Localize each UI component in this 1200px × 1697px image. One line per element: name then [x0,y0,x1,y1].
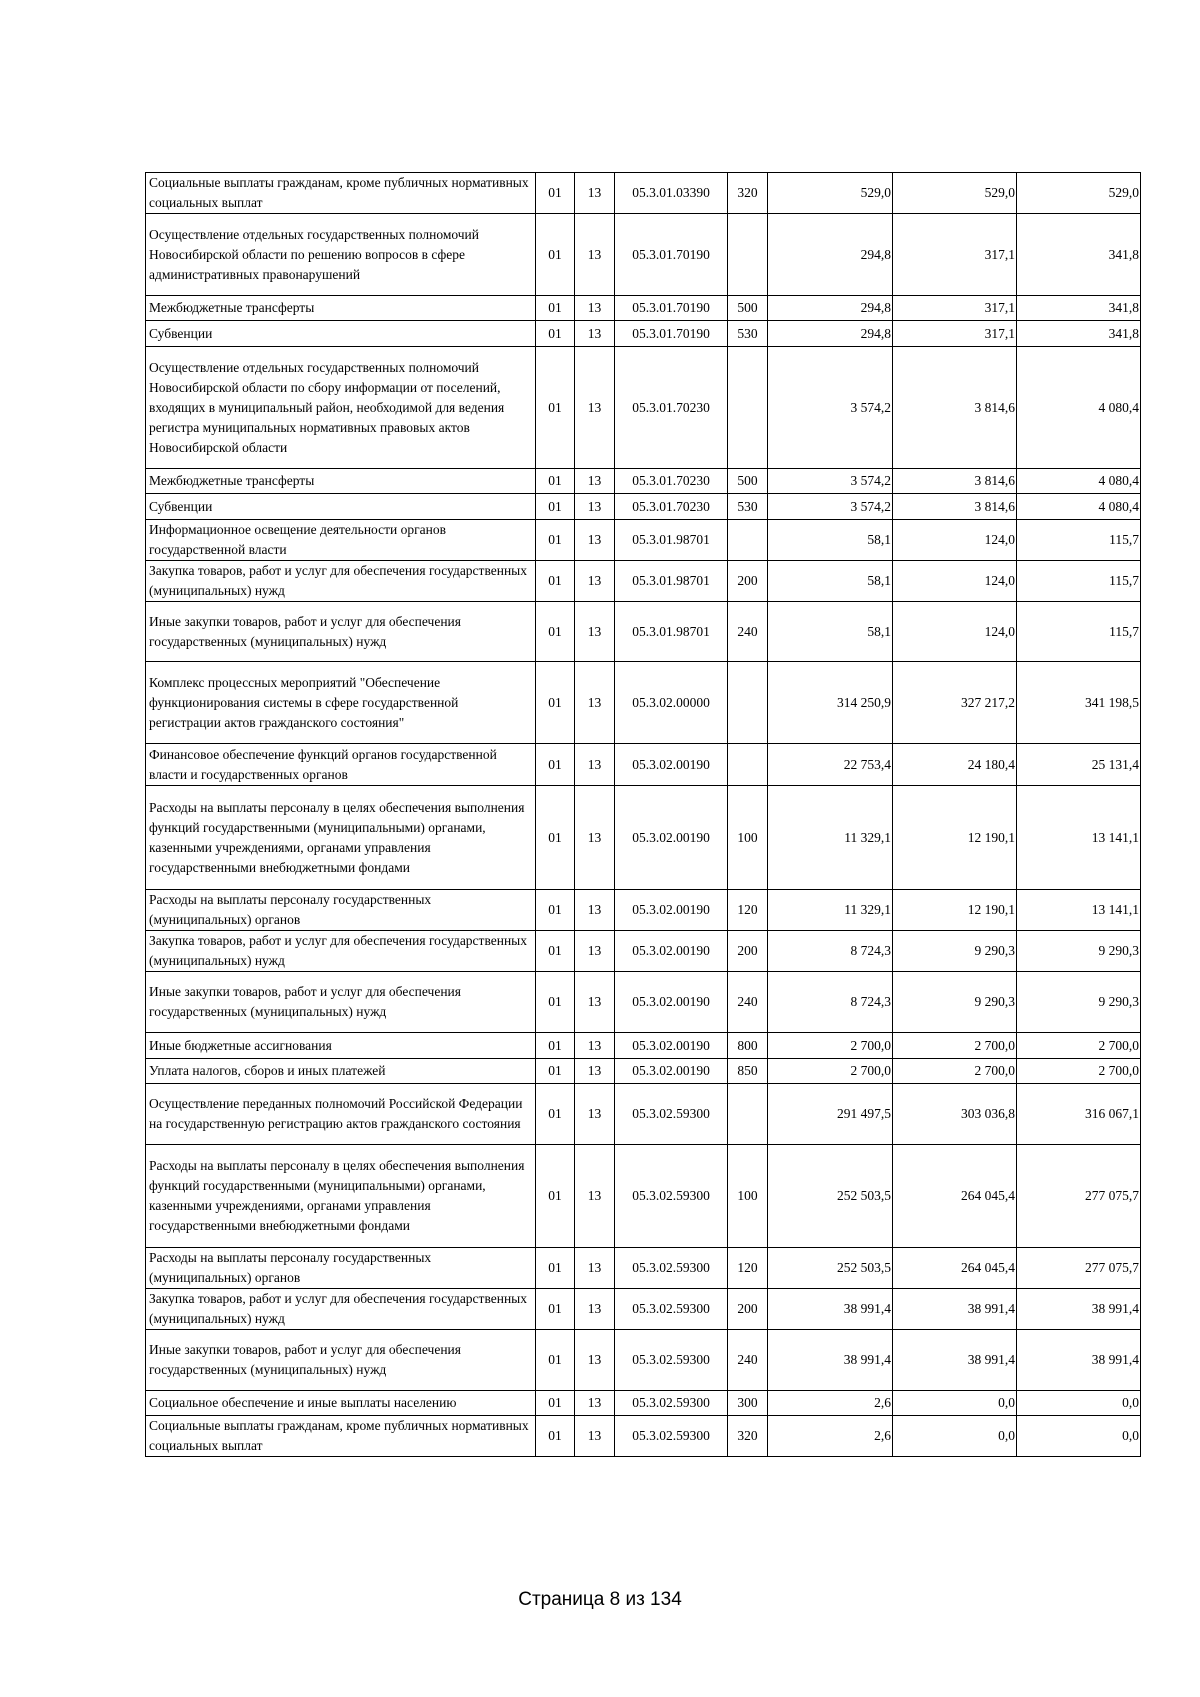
row-subsection: 13 [575,561,615,602]
row-subsection: 13 [575,173,615,214]
row-target-article: 05.3.01.98701 [615,561,728,602]
row-amount-year-2: 124,0 [893,520,1017,561]
row-subsection: 13 [575,1330,615,1391]
row-target-article: 05.3.01.70190 [615,296,728,321]
row-amount-year-2: 124,0 [893,561,1017,602]
row-name: Осуществление отдельных государственных полномочий Новосибирской области по сбору информации от поселений, входящих в муниципальный район, необходимой для ведения регистра муниципальных нормативных правовых актов Новосибирской области [146,347,536,469]
row-amount-year-1: 3 574,2 [768,469,893,494]
row-subsection: 13 [575,1391,615,1416]
row-subsection: 13 [575,296,615,321]
table-row [146,890,1141,931]
table-row [146,662,1141,744]
row-section: 01 [536,347,575,469]
row-target-article: 05.3.01.98701 [615,520,728,561]
row-expense-type [728,347,768,469]
row-expense-type: 100 [728,786,768,890]
row-subsection: 13 [575,214,615,296]
row-section: 01 [536,744,575,786]
row-amount-year-3: 0,0 [1017,1391,1141,1416]
row-section: 01 [536,1416,575,1457]
table-row [146,173,1141,214]
row-amount-year-3: 4 080,4 [1017,347,1141,469]
row-target-article: 05.3.02.59300 [615,1084,728,1145]
row-name: Иные закупки товаров, работ и услуг для обеспечения государственных (муниципальных) нужд [146,602,536,662]
row-amount-year-3: 2 700,0 [1017,1033,1141,1059]
table-row [146,744,1141,786]
row-subsection: 13 [575,1084,615,1145]
row-amount-year-1: 22 753,4 [768,744,893,786]
row-amount-year-2: 0,0 [893,1416,1017,1457]
row-amount-year-3: 13 141,1 [1017,786,1141,890]
row-amount-year-3: 341,8 [1017,296,1141,321]
row-expense-type [728,1084,768,1145]
row-amount-year-3: 13 141,1 [1017,890,1141,931]
row-amount-year-1: 294,8 [768,214,893,296]
row-target-article: 05.3.01.70230 [615,347,728,469]
row-target-article: 05.3.02.59300 [615,1330,728,1391]
row-target-article: 05.3.02.59300 [615,1289,728,1330]
row-section: 01 [536,1145,575,1248]
row-amount-year-3: 115,7 [1017,602,1141,662]
table-row [146,1033,1141,1059]
row-expense-type: 240 [728,972,768,1033]
row-expense-type: 200 [728,931,768,972]
table-row [146,972,1141,1033]
table-row [146,786,1141,890]
row-subsection: 13 [575,931,615,972]
row-amount-year-3: 38 991,4 [1017,1330,1141,1391]
row-amount-year-3: 9 290,3 [1017,972,1141,1033]
row-section: 01 [536,890,575,931]
row-name: Межбюджетные трансферты [146,296,536,321]
row-section: 01 [536,1330,575,1391]
table-row [146,931,1141,972]
row-amount-year-2: 9 290,3 [893,972,1017,1033]
row-subsection: 13 [575,1033,615,1059]
row-amount-year-2: 264 045,4 [893,1248,1017,1289]
table-row [146,520,1141,561]
table-row [146,1145,1141,1248]
row-amount-year-1: 11 329,1 [768,786,893,890]
row-subsection: 13 [575,1059,615,1084]
row-amount-year-2: 9 290,3 [893,931,1017,972]
row-target-article: 05.3.01.98701 [615,602,728,662]
row-name: Осуществление переданных полномочий Российской Федерации на государственную регистрацию актов гражданского состояния [146,1084,536,1145]
row-amount-year-3: 9 290,3 [1017,931,1141,972]
row-subsection: 13 [575,1289,615,1330]
row-expense-type: 200 [728,1289,768,1330]
row-amount-year-2: 24 180,4 [893,744,1017,786]
row-amount-year-3: 529,0 [1017,173,1141,214]
row-amount-year-2: 327 217,2 [893,662,1017,744]
row-section: 01 [536,1248,575,1289]
row-section: 01 [536,494,575,520]
table-row [146,1084,1141,1145]
row-expense-type: 300 [728,1391,768,1416]
row-amount-year-1: 252 503,5 [768,1145,893,1248]
row-amount-year-2: 303 036,8 [893,1084,1017,1145]
table-row [146,1330,1141,1391]
row-subsection: 13 [575,786,615,890]
table-body [146,173,1141,1457]
row-amount-year-3: 4 080,4 [1017,469,1141,494]
row-section: 01 [536,972,575,1033]
row-expense-type: 200 [728,561,768,602]
row-amount-year-2: 317,1 [893,214,1017,296]
row-name: Субвенции [146,494,536,520]
row-amount-year-1: 58,1 [768,602,893,662]
row-name: Социальные выплаты гражданам, кроме публичных нормативных социальных выплат [146,1416,536,1457]
table-row [146,321,1141,347]
row-target-article: 05.3.02.00190 [615,786,728,890]
row-amount-year-3: 115,7 [1017,561,1141,602]
row-amount-year-3: 341,8 [1017,321,1141,347]
row-subsection: 13 [575,520,615,561]
row-name: Расходы на выплаты персоналу государственных (муниципальных) органов [146,1248,536,1289]
row-target-article: 05.3.01.70230 [615,469,728,494]
row-amount-year-3: 0,0 [1017,1416,1141,1457]
row-target-article: 05.3.01.03390 [615,173,728,214]
row-amount-year-3: 25 131,4 [1017,744,1141,786]
row-expense-type: 320 [728,1416,768,1457]
row-name: Закупка товаров, работ и услуг для обеспечения государственных (муниципальных) нужд [146,931,536,972]
row-target-article: 05.3.02.00190 [615,1033,728,1059]
row-amount-year-2: 38 991,4 [893,1289,1017,1330]
row-amount-year-2: 12 190,1 [893,786,1017,890]
row-amount-year-2: 264 045,4 [893,1145,1017,1248]
row-expense-type [728,214,768,296]
row-section: 01 [536,1289,575,1330]
row-target-article: 05.3.02.00000 [615,662,728,744]
page-footer: Страница 8 из 134 [518,1589,682,1610]
row-section: 01 [536,520,575,561]
row-target-article: 05.3.02.00190 [615,744,728,786]
row-section: 01 [536,1033,575,1059]
table-row [146,469,1141,494]
row-section: 01 [536,173,575,214]
row-amount-year-1: 3 574,2 [768,347,893,469]
row-section: 01 [536,214,575,296]
row-amount-year-3: 341 198,5 [1017,662,1141,744]
row-subsection: 13 [575,744,615,786]
row-section: 01 [536,1084,575,1145]
row-amount-year-1: 8 724,3 [768,931,893,972]
row-subsection: 13 [575,1416,615,1457]
row-amount-year-2: 38 991,4 [893,1330,1017,1391]
row-subsection: 13 [575,469,615,494]
table-row [146,602,1141,662]
row-amount-year-1: 58,1 [768,561,893,602]
row-expense-type: 100 [728,1145,768,1248]
table-row [146,214,1141,296]
row-subsection: 13 [575,890,615,931]
row-name: Комплекс процессных мероприятий "Обеспечение функционирования системы в сфере государственной регистрации актов гражданского состояния" [146,662,536,744]
row-amount-year-3: 38 991,4 [1017,1289,1141,1330]
row-name: Расходы на выплаты персоналу в целях обеспечения выполнения функций государственными (муниципальными) органами, казенными учреждениями, органами управления государственными внебюджетными фондами [146,786,536,890]
table-row [146,494,1141,520]
table-row [146,1059,1141,1084]
row-amount-year-1: 294,8 [768,296,893,321]
row-name: Субвенции [146,321,536,347]
row-section: 01 [536,469,575,494]
row-section: 01 [536,321,575,347]
row-amount-year-2: 317,1 [893,321,1017,347]
row-name: Иные закупки товаров, работ и услуг для обеспечения государственных (муниципальных) нужд [146,1330,536,1391]
row-name: Уплата налогов, сборов и иных платежей [146,1059,536,1084]
row-amount-year-1: 2 700,0 [768,1059,893,1084]
row-name: Осуществление отдельных государственных полномочий Новосибирской области по решению вопросов в сфере административных правонарушений [146,214,536,296]
row-section: 01 [536,786,575,890]
table-row [146,561,1141,602]
row-amount-year-1: 8 724,3 [768,972,893,1033]
row-name: Иные бюджетные ассигнования [146,1033,536,1059]
row-target-article: 05.3.02.00190 [615,1059,728,1084]
row-amount-year-1: 2,6 [768,1391,893,1416]
row-name: Иные закупки товаров, работ и услуг для обеспечения государственных (муниципальных) нужд [146,972,536,1033]
row-target-article: 05.3.02.59300 [615,1248,728,1289]
row-amount-year-2: 3 814,6 [893,469,1017,494]
table-row [146,1391,1141,1416]
row-amount-year-2: 124,0 [893,602,1017,662]
row-amount-year-2: 3 814,6 [893,347,1017,469]
row-expense-type: 240 [728,1330,768,1391]
row-expense-type: 120 [728,890,768,931]
row-expense-type [728,520,768,561]
row-expense-type [728,744,768,786]
row-amount-year-2: 0,0 [893,1391,1017,1416]
row-subsection: 13 [575,602,615,662]
row-name: Расходы на выплаты персоналу в целях обеспечения выполнения функций государственными (муниципальными) органами, казенными учреждениями, органами управления государственными внебюджетными фондами [146,1145,536,1248]
table-row [146,1248,1141,1289]
row-amount-year-3: 4 080,4 [1017,494,1141,520]
row-amount-year-1: 314 250,9 [768,662,893,744]
row-expense-type: 500 [728,469,768,494]
table-row [146,1289,1141,1330]
row-name: Расходы на выплаты персоналу государственных (муниципальных) органов [146,890,536,931]
row-target-article: 05.3.02.59300 [615,1391,728,1416]
row-subsection: 13 [575,972,615,1033]
row-section: 01 [536,931,575,972]
row-section: 01 [536,662,575,744]
row-section: 01 [536,602,575,662]
row-amount-year-2: 529,0 [893,173,1017,214]
row-amount-year-1: 3 574,2 [768,494,893,520]
row-amount-year-2: 2 700,0 [893,1033,1017,1059]
row-amount-year-2: 317,1 [893,296,1017,321]
row-target-article: 05.3.02.59300 [615,1145,728,1248]
row-expense-type: 530 [728,494,768,520]
row-target-article: 05.3.01.70190 [615,214,728,296]
row-name: Информационное освещение деятельности органов государственной власти [146,520,536,561]
row-expense-type: 320 [728,173,768,214]
row-expense-type: 530 [728,321,768,347]
row-amount-year-3: 316 067,1 [1017,1084,1141,1145]
budget-table [145,172,1141,1457]
row-subsection: 13 [575,321,615,347]
row-expense-type: 500 [728,296,768,321]
row-amount-year-3: 277 075,7 [1017,1145,1141,1248]
row-name: Закупка товаров, работ и услуг для обеспечения государственных (муниципальных) нужд [146,1289,536,1330]
row-amount-year-3: 115,7 [1017,520,1141,561]
row-amount-year-1: 252 503,5 [768,1248,893,1289]
row-amount-year-1: 2 700,0 [768,1033,893,1059]
row-amount-year-1: 291 497,5 [768,1084,893,1145]
table-row [146,1416,1141,1457]
row-name: Межбюджетные трансферты [146,469,536,494]
row-amount-year-2: 12 190,1 [893,890,1017,931]
row-amount-year-1: 11 329,1 [768,890,893,931]
row-amount-year-1: 2,6 [768,1416,893,1457]
row-expense-type: 120 [728,1248,768,1289]
row-amount-year-1: 294,8 [768,321,893,347]
row-expense-type [728,662,768,744]
row-section: 01 [536,296,575,321]
row-amount-year-3: 341,8 [1017,214,1141,296]
table-row [146,347,1141,469]
row-section: 01 [536,1391,575,1416]
row-subsection: 13 [575,494,615,520]
row-target-article: 05.3.02.00190 [615,890,728,931]
row-subsection: 13 [575,1248,615,1289]
row-section: 01 [536,561,575,602]
row-subsection: 13 [575,1145,615,1248]
row-expense-type: 800 [728,1033,768,1059]
row-name: Социальное обеспечение и иные выплаты населению [146,1391,536,1416]
row-amount-year-3: 2 700,0 [1017,1059,1141,1084]
row-target-article: 05.3.02.59300 [615,1416,728,1457]
row-subsection: 13 [575,662,615,744]
row-target-article: 05.3.02.00190 [615,931,728,972]
row-subsection: 13 [575,347,615,469]
row-name: Финансовое обеспечение функций органов государственной власти и государственных органов [146,744,536,786]
row-amount-year-1: 38 991,4 [768,1330,893,1391]
row-amount-year-1: 38 991,4 [768,1289,893,1330]
row-target-article: 05.3.01.70230 [615,494,728,520]
row-amount-year-3: 277 075,7 [1017,1248,1141,1289]
row-expense-type: 850 [728,1059,768,1084]
row-section: 01 [536,1059,575,1084]
row-target-article: 05.3.02.00190 [615,972,728,1033]
row-amount-year-2: 2 700,0 [893,1059,1017,1084]
row-expense-type: 240 [728,602,768,662]
row-amount-year-1: 58,1 [768,520,893,561]
row-name: Социальные выплаты гражданам, кроме публичных нормативных социальных выплат [146,173,536,214]
table-row [146,296,1141,321]
row-amount-year-1: 529,0 [768,173,893,214]
row-name: Закупка товаров, работ и услуг для обеспечения государственных (муниципальных) нужд [146,561,536,602]
row-amount-year-2: 3 814,6 [893,494,1017,520]
row-target-article: 05.3.01.70190 [615,321,728,347]
